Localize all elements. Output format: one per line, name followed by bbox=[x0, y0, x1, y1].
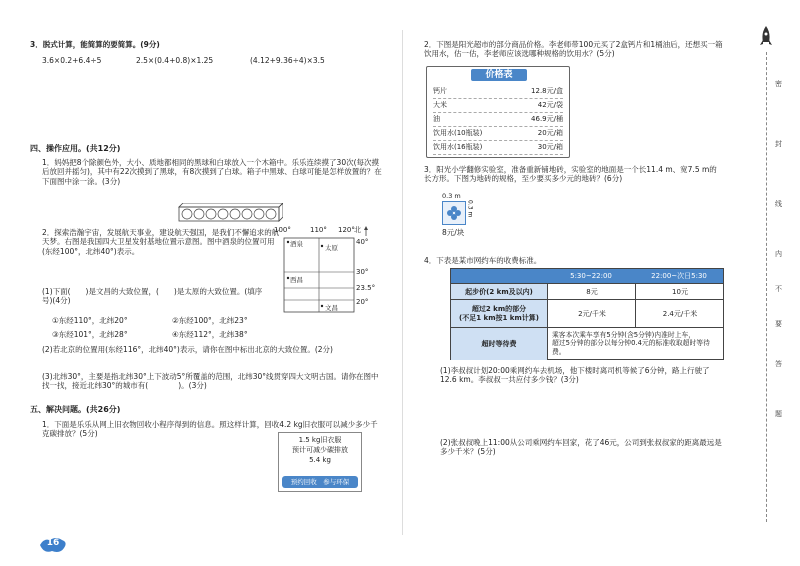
ball[interactable] bbox=[218, 209, 228, 219]
option-2: ②东经100°，北纬23° bbox=[172, 316, 248, 325]
fare-wait-line2: 超过5分钟的部分以每分钟0.4元的标准收取超时等待费。 bbox=[552, 339, 710, 356]
price-row bbox=[433, 99, 563, 113]
seal-line-char: 不 bbox=[775, 285, 782, 293]
city-taiyuan: 太原 bbox=[325, 244, 338, 252]
lat-label-40: 40° bbox=[356, 238, 369, 246]
price-item-name: 饮用水(16瓶装) bbox=[433, 143, 483, 151]
lon-label-110: 110° bbox=[310, 226, 327, 234]
seal-line-char: 线 bbox=[775, 200, 782, 208]
page-number: 16 bbox=[46, 538, 60, 548]
ball[interactable] bbox=[230, 209, 240, 219]
lat-label-23-5: 23.5° bbox=[356, 284, 376, 292]
north-label: 北 bbox=[354, 226, 361, 234]
section4-title: 四、操作应用。(共12分) bbox=[30, 144, 121, 153]
s4-q2-sub2: (2)若北京的位置用(东经116°，北纬40°)表示，请你在图中标出北京的大致位置。(2分) bbox=[42, 345, 333, 354]
price-item-price: 20元/箱 bbox=[537, 129, 563, 137]
tile-flower-icon bbox=[443, 202, 465, 224]
price-item-price: 42元/袋 bbox=[537, 101, 563, 109]
tile-price: 8元/块 bbox=[442, 228, 465, 237]
lat-label-20: 20° bbox=[356, 298, 369, 306]
calc-expr-2: 2.5×(0.4+0.8)×1.25 bbox=[136, 56, 214, 65]
s4-q1-text: 1．妈妈把8个除颜色外，大小、质地都相同的黑球和白球放入一个木箱中。乐乐连续摸了30次(每次摸后放回并摇匀)，其中有22次摸到了黑球，有8次摸到了白球。箱子中黑球、白球可能是怎样放置的？在下面图中涂一涂。(3分) bbox=[42, 158, 382, 186]
price-item-price: 12.8元/盒 bbox=[531, 87, 563, 95]
seal-line-char: 要 bbox=[775, 320, 782, 328]
rocket-icon bbox=[760, 26, 772, 50]
lon-label-100: 100° bbox=[274, 226, 291, 234]
fare-over-line2: (不足1 km按1 km计算) bbox=[459, 314, 539, 322]
ball[interactable] bbox=[182, 209, 192, 219]
fare-row-over-label bbox=[451, 299, 547, 328]
seal-line-char: 内 bbox=[775, 250, 782, 258]
price-item-name: 钙片 bbox=[433, 87, 447, 95]
seal-line-char: 密 bbox=[775, 80, 782, 88]
ball[interactable] bbox=[242, 209, 252, 219]
calc-expr-1: 3.6×0.2+6.4÷5 bbox=[42, 56, 102, 65]
fare-over-day: 2元/千米 bbox=[547, 299, 636, 328]
page-number-badge bbox=[38, 536, 68, 554]
launch-site-map bbox=[272, 226, 382, 318]
section5-title: 五、解决问题。(共26分) bbox=[30, 405, 121, 414]
ball[interactable] bbox=[206, 209, 216, 219]
s5-q1-text: 1．下面是乐乐从网上旧衣物回收小程序得到的信息。照这样计算，回收4.2 kg旧衣服可以减少多少千克碳排放？(5分) bbox=[42, 420, 378, 439]
ball[interactable] bbox=[266, 209, 276, 219]
r-q3-text: 3．阳光小学翻修实验室，准备重新铺地砖，实验室的地面是一个长11.4 m、宽7.5 m的长方形。下图为地砖的规格，至少要买多少元的地砖？(6分) bbox=[424, 165, 717, 184]
r-q4-sub2: (2)张叔叔晚上11:00从公司乘网约车回家，花了46元，公司到张叔叔家的距离最远是多少千米？(5分) bbox=[440, 438, 722, 457]
card-line-1: 1.5 kg旧衣服 bbox=[298, 436, 342, 444]
fare-wait-line1: 乘客本次乘车享有5分钟(含5分钟)内准时上车， bbox=[552, 331, 696, 339]
ball-row bbox=[182, 209, 276, 219]
tile-height-label: 0.3 m bbox=[466, 200, 474, 218]
q3-title: 3．脱式计算，能简算的要简算。(9分) bbox=[30, 40, 160, 49]
city-wenchang: 文昌 bbox=[325, 304, 338, 312]
fare-header-night: 22:00~次日5:30 bbox=[635, 269, 723, 283]
price-item-price: 30元/箱 bbox=[537, 143, 563, 151]
tile-width-label: 0.3 m bbox=[442, 192, 461, 200]
price-row bbox=[433, 141, 563, 155]
option-4: ④东经112°，北纬38° bbox=[172, 330, 248, 339]
option-1: ①东经110°，北纬20° bbox=[52, 316, 128, 325]
column-divider bbox=[402, 30, 403, 535]
floor-tile bbox=[442, 201, 466, 225]
card-footer-button: 预约回收 参与环保 bbox=[282, 476, 358, 488]
price-board bbox=[426, 66, 570, 158]
s4-q2-sub3: (3)北纬30°，主要是指北纬30°上下波动5°所覆盖的范围，北纬30°线贯穿四大文明古国。请你在图中找一找，接近北纬30°的城市有( )。(3分) bbox=[42, 372, 379, 391]
option-3: ③东经101°，北纬28° bbox=[52, 330, 128, 339]
fare-start-night: 10元 bbox=[635, 283, 724, 300]
seal-line-char: 答 bbox=[775, 360, 782, 368]
price-row bbox=[433, 85, 563, 99]
seal-line-char: 题 bbox=[775, 410, 782, 418]
price-row bbox=[433, 113, 563, 127]
ball-box bbox=[175, 203, 283, 221]
fare-wait-desc bbox=[547, 327, 723, 359]
seal-line-char: 封 bbox=[775, 140, 782, 148]
price-item-name: 大米 bbox=[433, 101, 447, 109]
fare-header-day: 5:30~22:00 bbox=[547, 269, 635, 283]
r-q2-text: 2．下图是阳光超市的部分商品价格。李老师带100元买了2盒钙片和1桶油后，还想买一箱饮用水，估一估，李老师应该选哪种规格的饮用水？(5分) bbox=[424, 40, 723, 59]
r-q4-sub1: (1)李叔叔计划20:00乘网约车去机场，他下楼时离司机等候了6分钟，路上行驶了12.6 km。李叔叔一共应付多少钱？(3分) bbox=[440, 366, 710, 385]
fare-over-night: 2.4元/千米 bbox=[635, 299, 724, 328]
fare-table bbox=[450, 268, 724, 360]
price-item-name: 饮用水(10瓶装) bbox=[433, 129, 483, 137]
s4-q2-intro: 2．探索浩瀚宇宙，发展航天事业，建设航天强国，是我们不懈追求的航天梦。右图是我国四大卫星发射基地位置示意图。图中酒泉的位置可用(东经100°，北纬40°)表示。 bbox=[42, 228, 280, 256]
lon-label-120: 120° bbox=[338, 226, 355, 234]
calc-expr-3: (4.12+9.36÷4)×3.5 bbox=[250, 56, 325, 65]
price-item-price: 46.9元/桶 bbox=[531, 115, 563, 123]
r-q4-text: 4．下表是某市网约车的收费标准。 bbox=[424, 256, 542, 265]
city-jiuquan: 酒泉 bbox=[290, 240, 303, 248]
price-row bbox=[433, 127, 563, 141]
ball[interactable] bbox=[194, 209, 204, 219]
card-line-2: 预计可减少碳排放 bbox=[292, 445, 348, 454]
fare-header-empty bbox=[451, 269, 547, 283]
fare-over-line1: 超过2 km的部分 bbox=[471, 305, 527, 314]
recycle-card bbox=[278, 432, 362, 492]
fare-row-start-label: 起步价(2 km及以内) bbox=[451, 283, 547, 300]
s4-q2-sub1: (1)下面( )是文昌的大致位置，( )是太原的大致位置。(填序号)(4分) bbox=[42, 287, 263, 306]
fare-start-day: 8元 bbox=[547, 283, 636, 300]
fare-row-wait-label: 超时等待费 bbox=[451, 327, 547, 360]
card-line-3: 5.4 kg bbox=[309, 455, 331, 464]
price-title: 价格表 bbox=[471, 69, 527, 81]
price-item-name: 油 bbox=[433, 115, 440, 123]
ball[interactable] bbox=[254, 209, 264, 219]
lat-label-30: 30° bbox=[356, 268, 369, 276]
seal-line bbox=[766, 52, 767, 522]
city-xichang: 西昌 bbox=[290, 276, 303, 284]
